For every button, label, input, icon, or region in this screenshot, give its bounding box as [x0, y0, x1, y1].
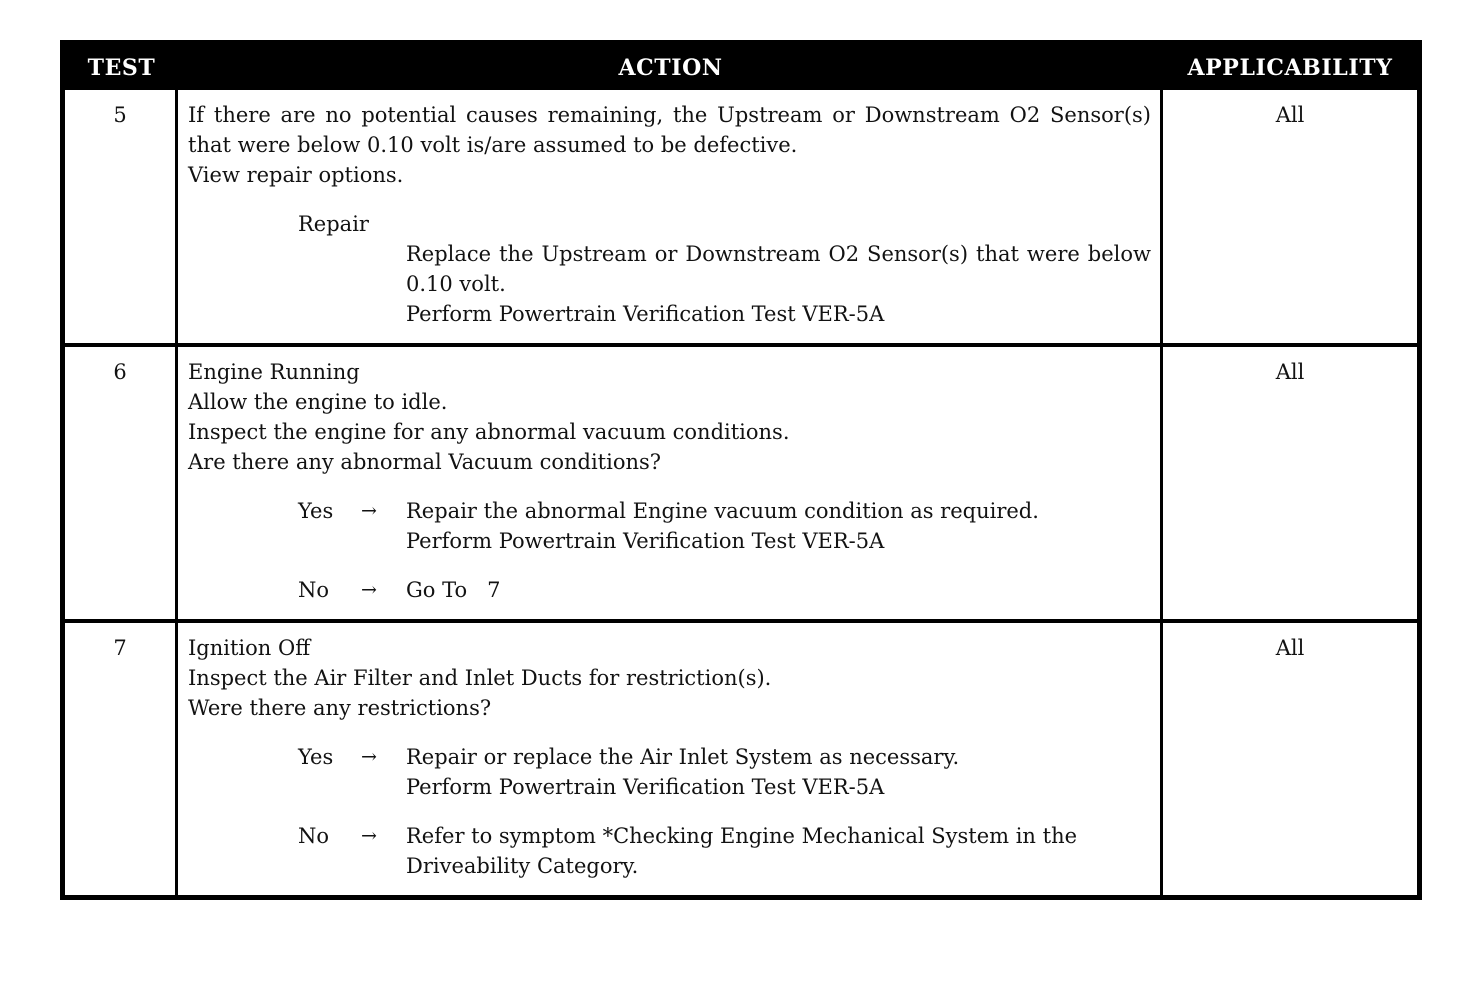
decision-instruction: Repair the abnormal Engine vacuum condition as required. — [406, 499, 1039, 523]
repair-label: Repair — [298, 212, 369, 236]
decision-text — [406, 496, 1151, 556]
action-paragraph: View repair options. — [188, 163, 404, 187]
action-paragraph: Engine Running — [188, 360, 360, 384]
arrow-right-icon: → — [361, 825, 377, 847]
diagnostic-test-table — [60, 40, 1422, 900]
decision-verification: Perform Powertrain Verification Test VER-5A — [406, 529, 885, 553]
decision-instruction: Refer to symptom *Checking Engine Mechanical System in the Driveability Category. — [406, 824, 1078, 878]
action-paragraph: Inspect the engine for any abnormal vacuum conditions. — [188, 420, 790, 444]
column-header-test: TEST — [87, 54, 156, 81]
column-header-action: ACTION — [618, 54, 723, 81]
decision-no — [298, 821, 1151, 881]
applicability-value: All — [1275, 103, 1305, 127]
decision-yes — [298, 742, 1151, 802]
decision-choice-label: No — [298, 578, 330, 602]
arrow-right-icon: → — [361, 500, 377, 522]
column-header-applicability: APPLICABILITY — [1187, 54, 1393, 81]
decision-instruction: Go To 7 — [406, 578, 501, 602]
table-row — [65, 619, 1417, 895]
test-number: 5 — [65, 90, 178, 343]
action-paragraph: If there are no potential causes remaining, the Upstream or Downstream O2 Sensor(s) that were below 0.10 volt is/are assumed to be defective. — [188, 103, 1151, 157]
test-number: 6 — [65, 347, 178, 619]
decision-text — [406, 821, 1151, 881]
repair-instruction: Replace the Upstream or Downstream O2 Sensor(s) that were below 0.10 volt. — [406, 242, 1151, 296]
action-cell — [178, 347, 1163, 619]
arrow-right-icon: → — [361, 579, 377, 601]
decision-text — [406, 742, 1151, 802]
action-paragraph: Were there any restrictions? — [188, 696, 492, 720]
applicability-value: All — [1275, 636, 1305, 660]
action-paragraph: Inspect the Air Filter and Inlet Ducts for restriction(s). — [188, 666, 772, 690]
decision-choice-label: No — [298, 824, 330, 848]
action-paragraph: Allow the engine to idle. — [188, 390, 448, 414]
decision-text — [406, 575, 1151, 605]
table-row — [65, 343, 1417, 619]
action-paragraph: Are there any abnormal Vacuum conditions? — [188, 450, 662, 474]
action-cell — [178, 623, 1163, 895]
decision-yes — [298, 496, 1151, 556]
applicability-value: All — [1275, 360, 1305, 384]
arrow-right-icon: → — [361, 746, 377, 768]
table-header-row — [65, 45, 1417, 90]
test-number: 7 — [65, 623, 178, 895]
action-cell — [178, 90, 1163, 343]
decision-choice-label: Yes — [298, 745, 334, 769]
decision-instruction: Repair or replace the Air Inlet System as necessary. — [406, 745, 960, 769]
decision-verification: Perform Powertrain Verification Test VER-5A — [406, 775, 885, 799]
decision-choice-label: Yes — [298, 499, 334, 523]
decision-no — [298, 575, 1151, 605]
repair-verification: Perform Powertrain Verification Test VER-5A — [406, 302, 885, 326]
action-paragraph: Ignition Off — [188, 636, 311, 660]
table-row — [65, 90, 1417, 343]
